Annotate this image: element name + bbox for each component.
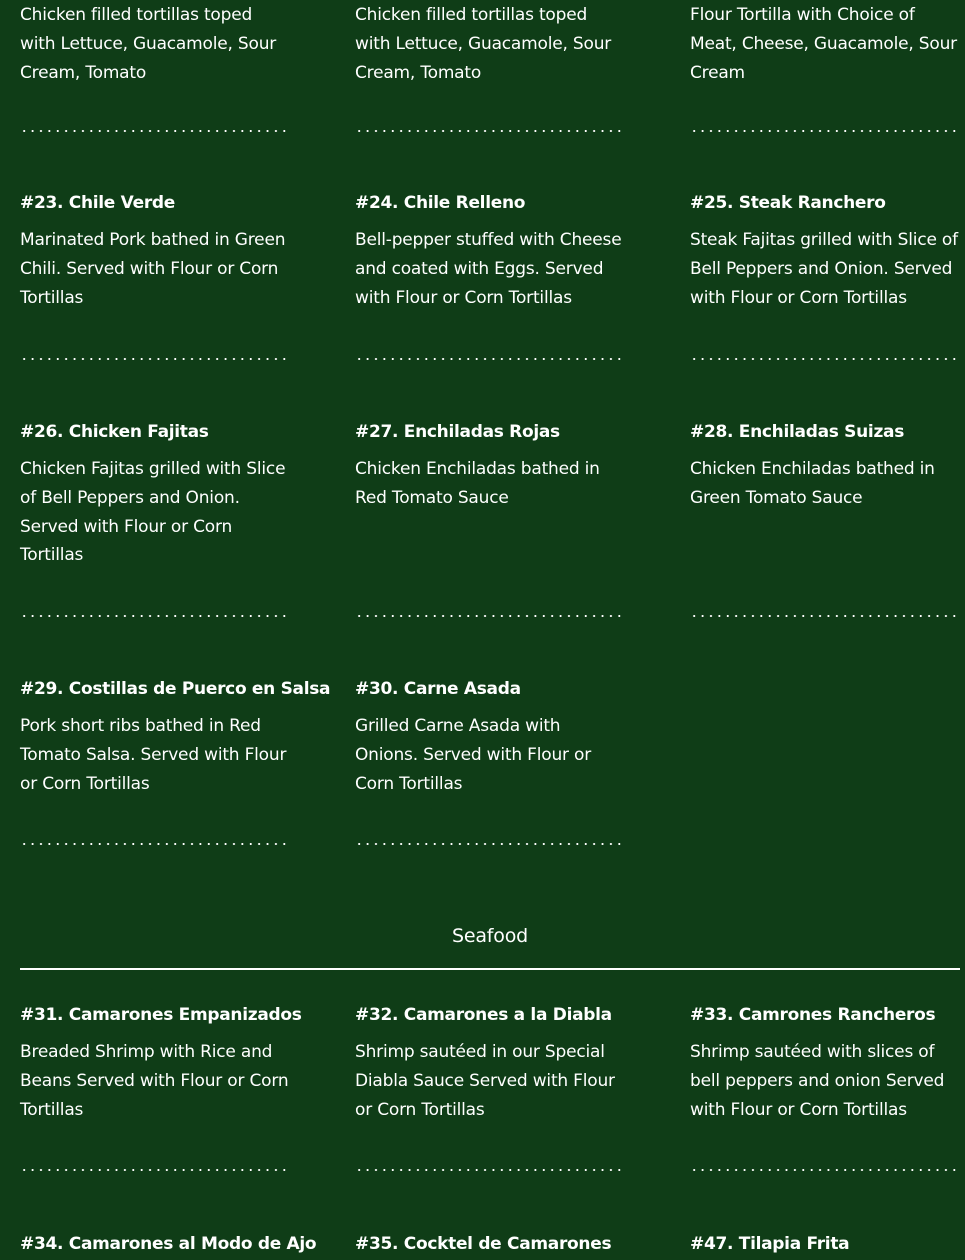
menu-item-description: Shrimp sautéed with slices of bell peppers and onion Served with Flour or Corn Tortillas [690, 1042, 945, 1120]
menu-item-title: #24. Chile Relleno [355, 193, 526, 213]
menu-item-title: #28. Enchiladas Suizas [690, 422, 905, 442]
dotted-separator [20, 358, 290, 362]
menu-item-title: #30. Carne Asada [355, 679, 521, 699]
dotted-separator [355, 615, 625, 619]
dotted-separator [355, 130, 625, 134]
menu-item [20, 1233, 317, 1255]
menu-item [690, 421, 965, 513]
menu-item-description: Grilled Carne Asada with Onions. Served with Flour or Corn Tortillas [355, 716, 592, 794]
menu-item [690, 1233, 960, 1255]
menu-item-description: Breaded Shrimp with Rice and Beans Served with Flour or Corn Tortillas [20, 1042, 289, 1120]
dotted-separator [20, 130, 290, 134]
dotted-separator [355, 843, 625, 847]
menu-item [20, 192, 290, 312]
menu-item-description: Chicken Enchiladas bathed in Red Tomato Sauce [355, 459, 600, 508]
menu-item-description: Marinated Pork bathed in Green Chili. Served with Flour or Corn Tortillas [20, 230, 286, 308]
dotted-separator [355, 358, 625, 362]
menu-item-title: #26. Chicken Fajitas [20, 422, 209, 442]
dotted-separator [20, 1169, 290, 1173]
menu-item-title: #32. Camarones a la Diabla [355, 1005, 612, 1025]
section-title-seafood: Seafood [452, 925, 528, 947]
menu-item [690, 192, 965, 312]
menu-item-description: Chicken Fajitas grilled with Slice of Bell Peppers and Onion. Served with Flour or Corn Tortillas [20, 459, 286, 566]
menu-item-title: #25. Steak Ranchero [690, 193, 886, 213]
dotted-separator [690, 358, 960, 362]
menu-item [690, 1004, 965, 1124]
menu-item [355, 421, 625, 513]
dotted-separator [20, 615, 290, 619]
menu-item-description: Shrimp sautéed in our Special Diabla Sauce Served with Flour or Corn Tortillas [355, 1042, 615, 1120]
menu-item [20, 1004, 302, 1124]
menu-item-title: #23. Chile Verde [20, 193, 175, 213]
menu-item-title: #35. Cocktel de Camarones [355, 1234, 612, 1254]
menu-item-title: #31. Camarones Empanizados [20, 1005, 302, 1025]
menu-item [20, 678, 331, 798]
section-divider [20, 968, 960, 970]
menu-item-title: #27. Enchiladas Rojas [355, 422, 560, 442]
menu-item-title: #34. Camarones al Modo de Ajo [20, 1234, 317, 1254]
menu-item [355, 1004, 625, 1124]
menu-item-title: #33. Camrones Rancheros [690, 1005, 936, 1025]
menu-item [20, 421, 290, 570]
menu-item-description: Bell-pepper stuffed with Cheese and coated with Eggs. Served with Flour or Corn Tortillas [355, 230, 622, 308]
menu-item-title: #29. Costillas de Puerco en Salsa [20, 679, 331, 699]
menu-item-description: Chicken Enchiladas bathed in Green Tomato Sauce [690, 459, 935, 508]
menu-item [355, 678, 625, 798]
menu-item-description: Flour Tortilla with Choice of Meat, Cheese, Guacamole, Sour Cream [690, 5, 957, 83]
dotted-separator [690, 1169, 960, 1173]
menu-item-description: Chicken filled tortillas toped with Lettuce, Guacamole, Sour Cream, Tomato [355, 5, 612, 83]
menu-item-description: Steak Fajitas grilled with Slice of Bell Peppers and Onion. Served with Flour or Corn Tortillas [690, 230, 958, 308]
dotted-separator [355, 1169, 625, 1173]
dotted-separator [20, 843, 290, 847]
menu-item-title: #47. Tilapia Frita [690, 1234, 850, 1254]
menu-item-description: Chicken filled tortillas toped with Lettuce, Guacamole, Sour Cream, Tomato [20, 5, 277, 83]
menu-item [355, 192, 625, 312]
menu-item [355, 1233, 625, 1255]
dotted-separator [690, 130, 960, 134]
dotted-separator [690, 615, 960, 619]
menu-item-description: Pork short ribs bathed in Red Tomato Salsa. Served with Flour or Corn Tortillas [20, 716, 287, 794]
